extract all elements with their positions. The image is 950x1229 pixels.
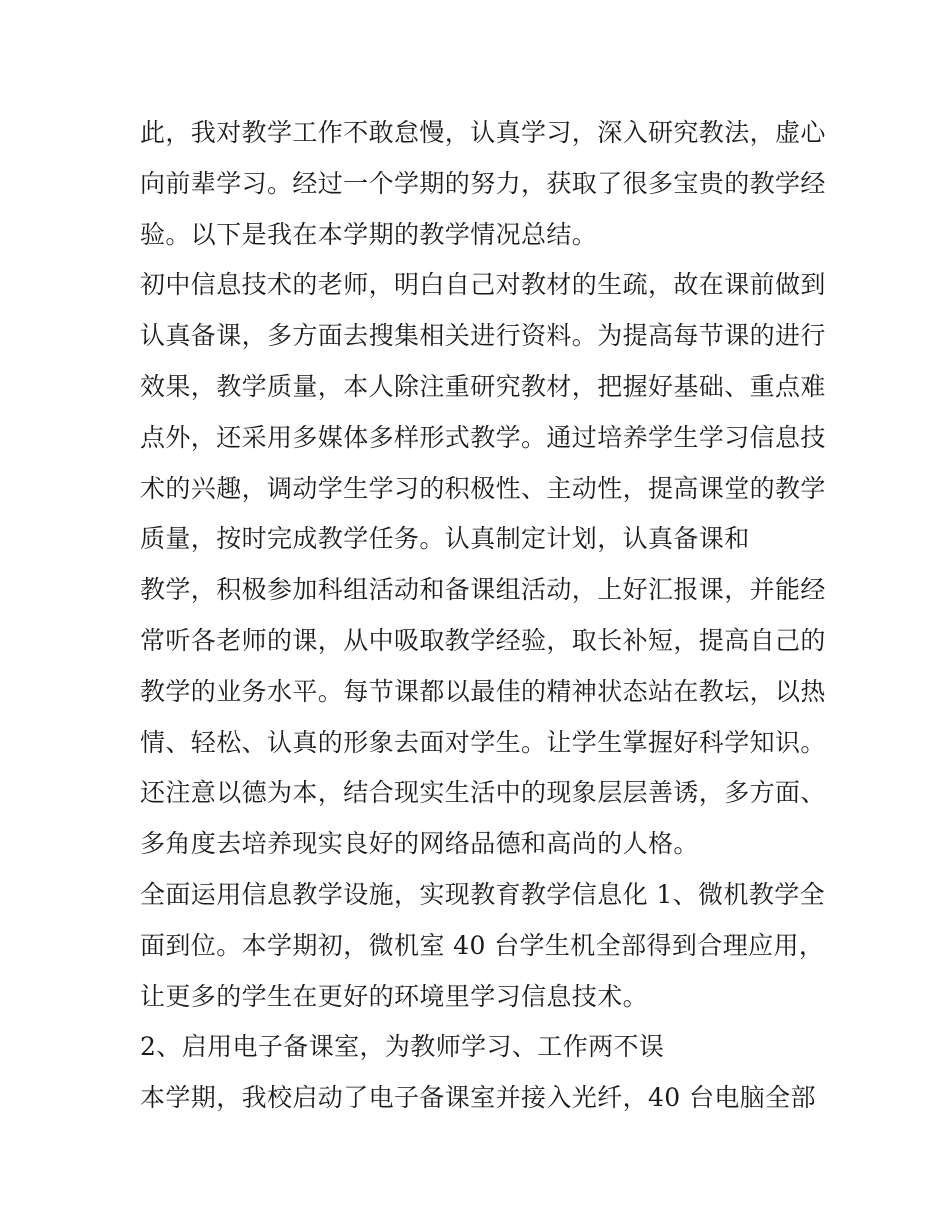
text-line: 本学期，我校启动了电子备课室并接入光纤，40 台电脑全部 <box>140 1083 816 1113</box>
text-line: 2、启用电子备课室，为教师学习、工作两不误 <box>140 1032 665 1062</box>
text-line: 认真备课，多方面去搜集相关进行资料。为提高每节课的进行 <box>140 321 826 351</box>
text-line: 情、轻松、认真的形象去面对学生。让学生掌握好科学知识。 <box>140 727 826 757</box>
text-line: 向前辈学习。经过一个学期的努力，获取了很多宝贵的教学经 <box>140 168 826 198</box>
text-line: 还注意以德为本，结合现实生活中的现象层层善诱，多方面、 <box>140 778 826 808</box>
text-line: 面到位。本学期初，微机室 40 台学生机全部得到合理应用， <box>140 930 825 960</box>
text-line: 全面运用信息教学设施，实现教育教学信息化 1、微机教学全 <box>140 879 826 909</box>
text-line: 多角度去培养现实良好的网络品德和高尚的人格。 <box>140 829 699 859</box>
text-line: 效果，教学质量，本人除注重研究教材，把握好基础、重点难 <box>140 371 826 401</box>
text-line: 初中信息技术的老师，明白自己对教材的生疏，故在课前做到 <box>140 270 826 300</box>
text-line: 点外，还采用多媒体多样形式教学。通过培养学生学习信息技 <box>140 422 826 452</box>
text-line: 验。以下是我在本学期的教学情况总结。 <box>140 219 598 249</box>
text-line: 质量，按时完成教学任务。认真制定计划，认真备课和 <box>140 524 750 554</box>
body-text <box>140 108 830 1124</box>
text-line: 教学的业务水平。每节课都以最佳的精神状态站在教坛，以热 <box>140 676 826 706</box>
text-line: 让更多的学生在更好的环境里学习信息技术。 <box>140 981 649 1011</box>
text-line: 教学，积极参加科组活动和备课组活动，上好汇报课，并能经 <box>140 575 826 605</box>
text-line: 常听各老师的课，从中吸取教学经验，取长补短，提高自己的 <box>140 625 826 655</box>
text-line: 此，我对教学工作不敢怠慢，认真学习，深入研究教法，虚心 <box>140 118 826 147</box>
text-line: 术的兴趣，调动学生学习的积极性、主动性，提高课堂的教学 <box>140 473 826 503</box>
